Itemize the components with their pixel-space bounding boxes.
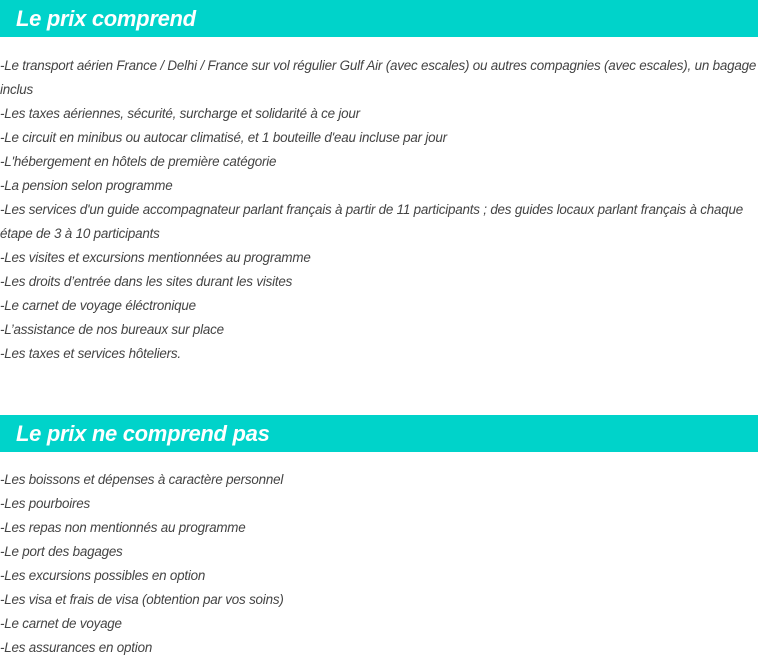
list-item: -Les taxes et services hôteliers. <box>0 346 181 361</box>
list-item: -Les pourboires <box>0 496 91 511</box>
list-item: -L'hébergement en hôtels de première catégorie <box>0 154 277 169</box>
list-item: -Le carnet de voyage éléctronique <box>0 298 196 313</box>
list-item: -Les boissons et dépenses à caractère personnel <box>0 472 284 487</box>
list-item: -Les visites et excursions mentionnées au programme <box>0 250 311 265</box>
list-item: -La pension selon programme <box>0 178 173 193</box>
excluded-section <box>0 415 758 660</box>
excluded-list <box>0 452 758 660</box>
list-item: -Les assurances en option <box>0 640 153 655</box>
list-item: -Le circuit en minibus ou autocar climatisé, et 1 bouteille d'eau incluse par jour <box>0 130 447 145</box>
list-item: -Les services d'un guide accompagnateur parlant français à partir de 11 participants ; des guides locaux parlant français à chaque étape de 3 à 10 participants <box>0 202 744 241</box>
excluded-title: Le prix ne comprend pas <box>16 420 270 446</box>
included-header <box>0 0 758 37</box>
list-item: -Le port des bagages <box>0 544 123 559</box>
list-item: -Les repas non mentionnés au programme <box>0 520 246 535</box>
list-item: -Les droits d’entrée dans les sites durant les visites <box>0 274 293 289</box>
excluded-header <box>0 415 758 452</box>
list-item: -Les excursions possibles en option <box>0 568 206 583</box>
included-title: Le prix comprend <box>16 5 196 31</box>
included-list <box>0 37 758 366</box>
list-item: -Les taxes aériennes, sécurité, surcharge et solidarité à ce jour <box>0 106 360 121</box>
list-item: -Les visa et frais de visa (obtention par vos soins) <box>0 592 284 607</box>
list-item: -Le transport aérien France / Delhi / France sur vol régulier Gulf Air (avec escales) ou autres compagnies (avec escales), un bagage inclus <box>0 58 757 97</box>
list-item: -Le carnet de voyage <box>0 616 122 631</box>
list-item: -L’assistance de nos bureaux sur place <box>0 322 224 337</box>
